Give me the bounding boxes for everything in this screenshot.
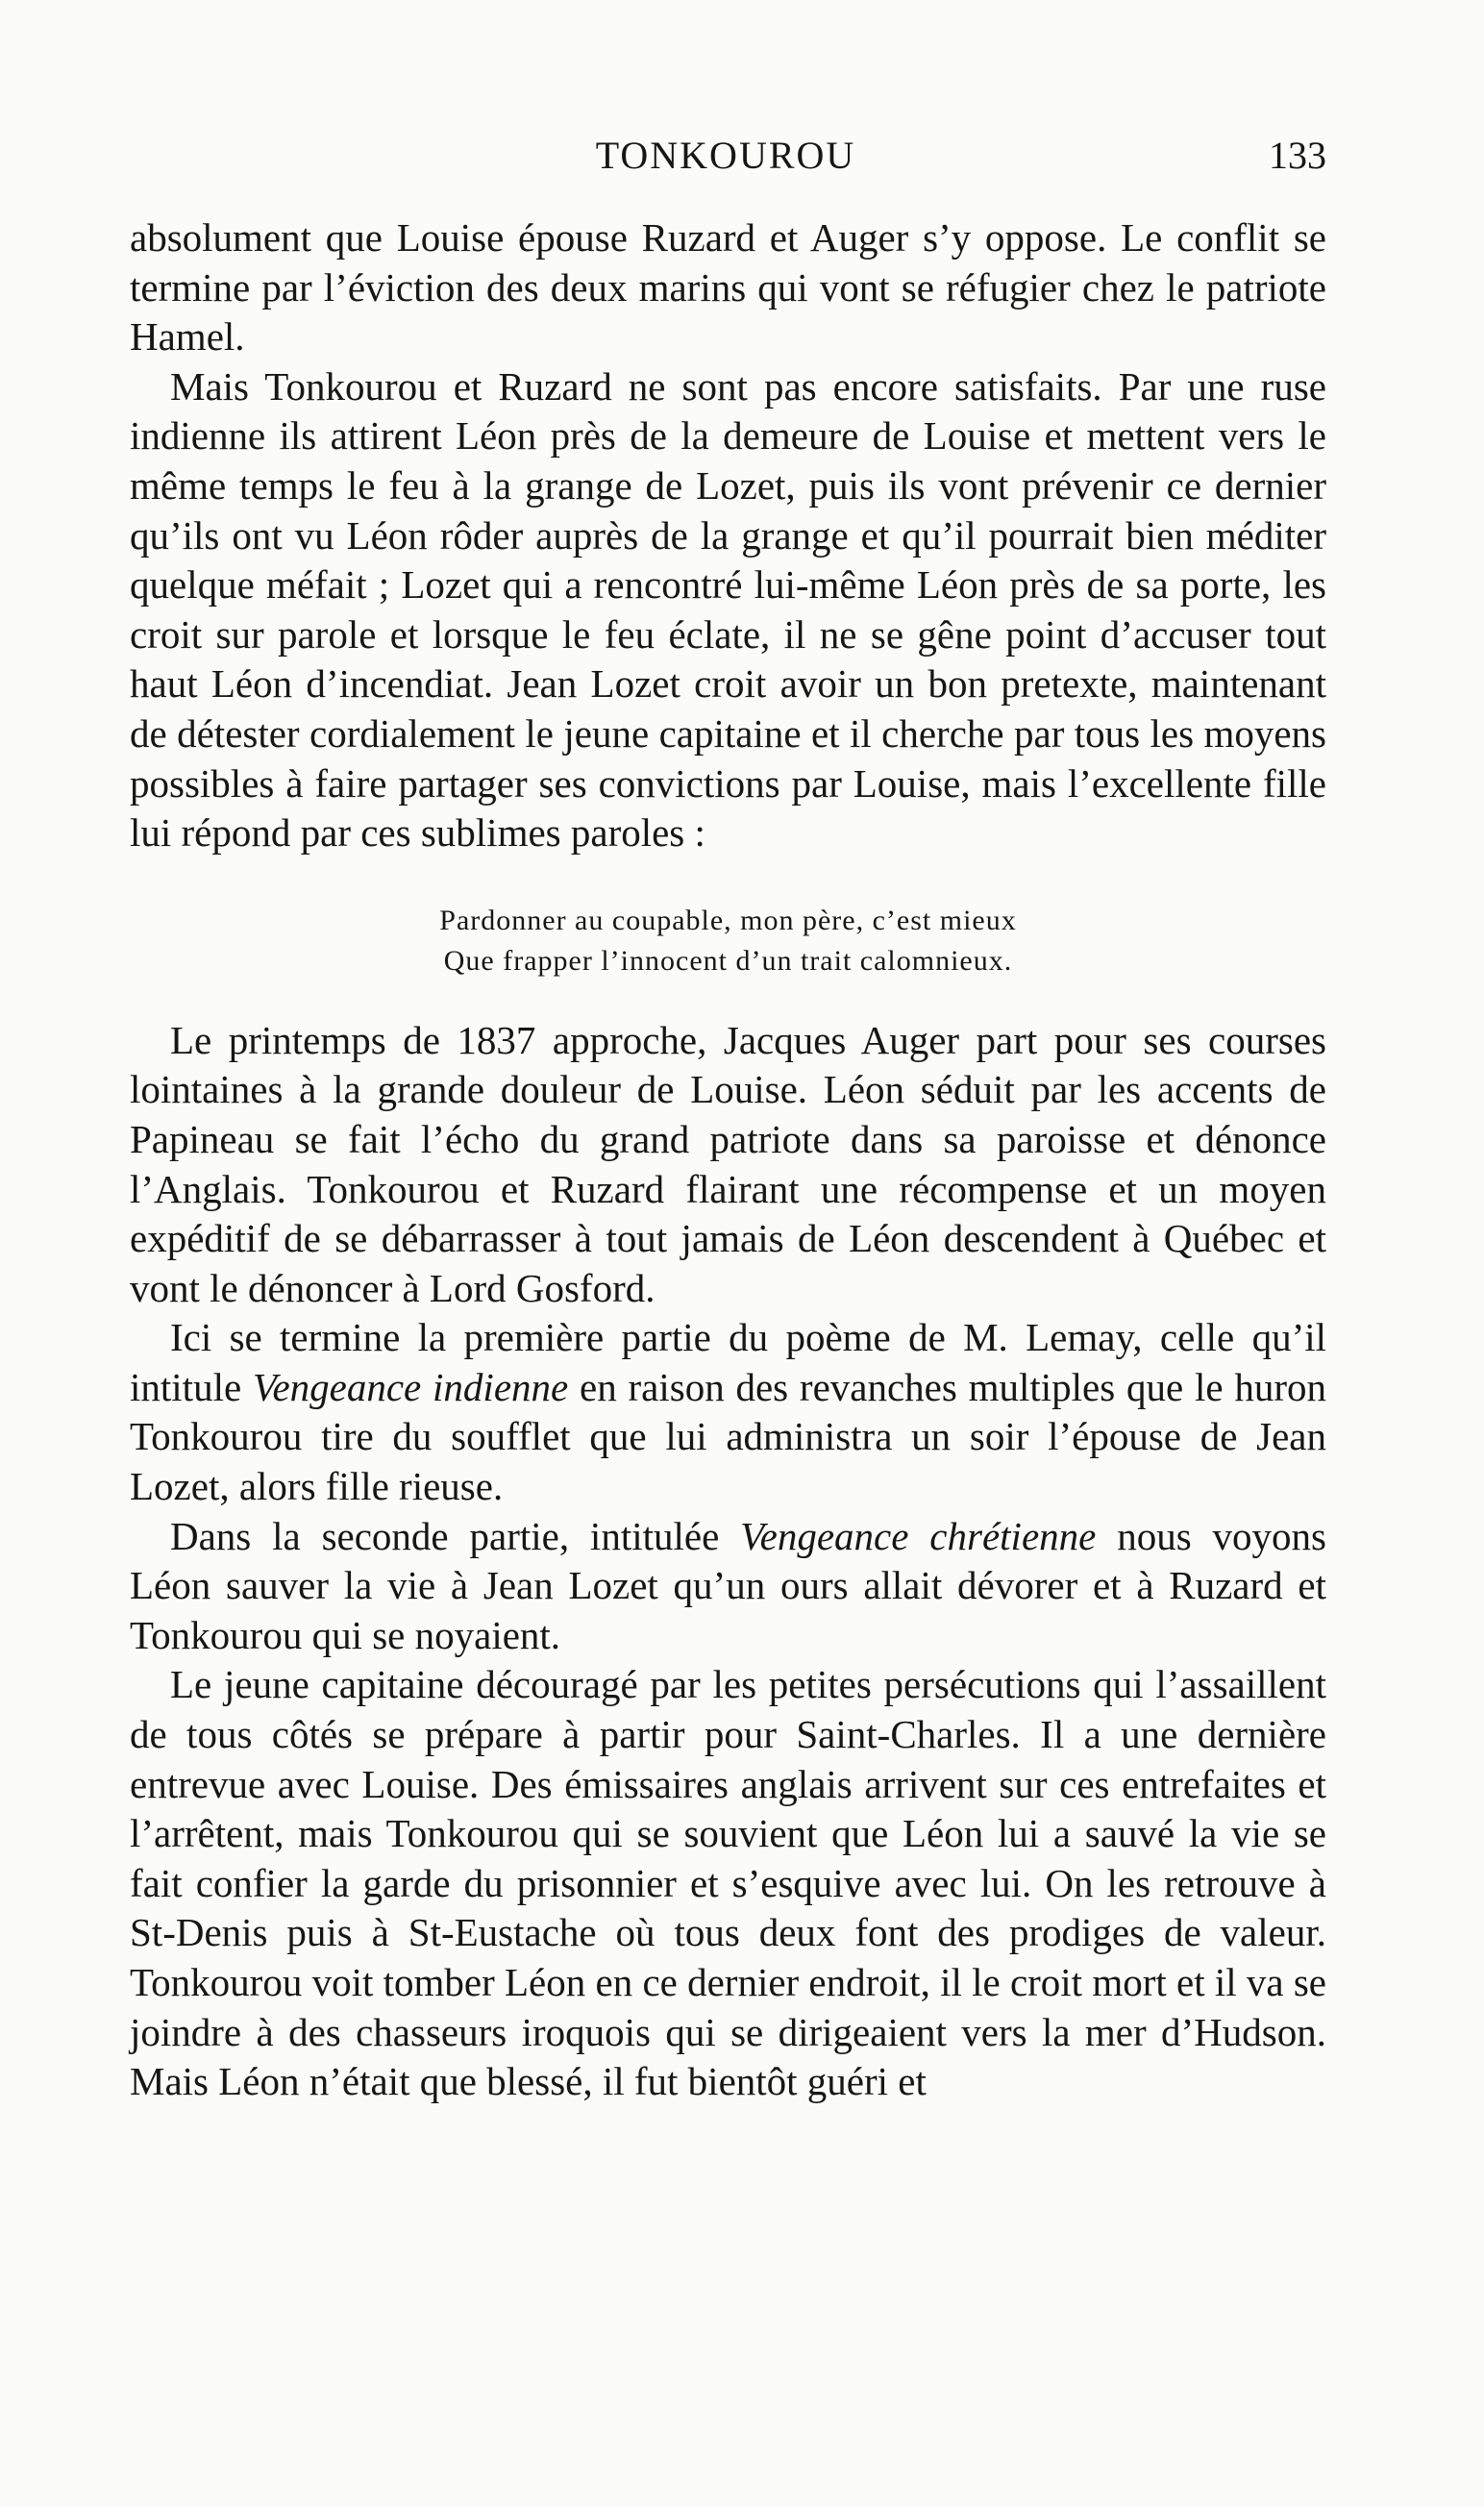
paragraph-4-title: Vengeance indienne [252, 1364, 569, 1409]
paragraph-5-text-a: Dans la seconde partie, intitulée [170, 1513, 741, 1558]
paragraph-2: Mais Tonkourou et Ruzard ne sont pas encore satisfaits. Par une ruse indienne ils attirent Léon près de la demeure de Louise et mettent vers le même temps le feu à la grange de Lozet, puis ils vont prévenir ce dernier qu’ils ont vu Léon rôder auprès de la grange et qu’il pourrait bien méditer quelque méfait ; Lozet qui a rencontré lui-même Léon près de sa porte, les croit sur parole et lorsque le feu éclate, il ne se gêne point d’accuser tout haut Léon d’incendiat. Jean Lozet croit avoir un bon pretexte, maintenant de détester cordialement le jeune capitaine et il cherche par tous les moyens possibles à faire partager ses convictions par Louise, mais l’excellente fille lui répond par ces sublimes paroles : [130, 363, 1326, 856]
verse-line-2: Que frapper l’innocent d’un trait calomnieux. [443, 944, 1013, 977]
running-head [125, 133, 1326, 190]
paragraph-5 [130, 1512, 1326, 1661]
paragraph-6: Le jeune capitaine découragé par les petites persécutions qui l’assaillent de tous côtés se prépare à partir pour Saint-Charles. Il a une dernière entrevue avec Louise. Des émissaires anglais arrivent sur ces entrefaites et l’arrêtent, mais Tonkourou qui se souvient que Léon lui a sauvé la vie se fait confier la garde du prisonnier et s’esquive avec lui. On les retrouve à St-Denis puis à St-Eustache où tous deux font des prodiges de valeur. Tonkourou voit tomber Léon en ce dernier endroit, il le croit mort et il va se joindre à des chasseurs iroquois qui se dirigeaient vers la mer d’Hudson. Mais Léon n’était que blessé, il fut bientôt guéri et [130, 1662, 1326, 2104]
body-text [130, 213, 1326, 2107]
page-number: 133 [1269, 134, 1326, 177]
verse-quote [130, 901, 1326, 981]
paragraph-5-text-b: nous voyons Léon sauver la vie à Jean Lozet qu’un ours allait dévorer et à Ruzard et Tonkourou qui se noyaient. [130, 1513, 1326, 1657]
verse-line-1: Pardonner au coupable, mon père, c’est mieux [439, 904, 1017, 936]
running-title: TONKOUROU [595, 134, 856, 177]
paragraph-4-text-b: en raison des revanches multiples que le huron Tonkourou tire du soufflet que lui administra un soir l’épouse de Jean Lozet, alors fille rieuse. [130, 1364, 1327, 1509]
paragraph-3: Le printemps de 1837 approche, Jacques Auger part pour ses courses lointaines à la grande douleur de Louise. Léon séduit par les accents de Papineau se fait l’écho du grand patriote dans sa paroisse et dénonce l’Anglais. Tonkourou et Ruzard flairant une récompense et un moyen expéditif de se débarrasser à tout jamais de Léon descendent à Québec et vont le dénoncer à Lord Gosford. [130, 1017, 1326, 1310]
paragraph-5-title: Vengeance chrétienne [740, 1513, 1097, 1558]
paragraph-4-text-a: Ici se termine la première partie du poème de M. Lemay, celle qu’il intitule [130, 1315, 1326, 1409]
paragraph-1: absolument que Louise épouse Ruzard et Auger s’y oppose. Le conflit se termine par l’éviction des deux marins qui vont se réfugier chez le patriote Hamel. [130, 215, 1326, 360]
paragraph-4 [130, 1313, 1326, 1511]
